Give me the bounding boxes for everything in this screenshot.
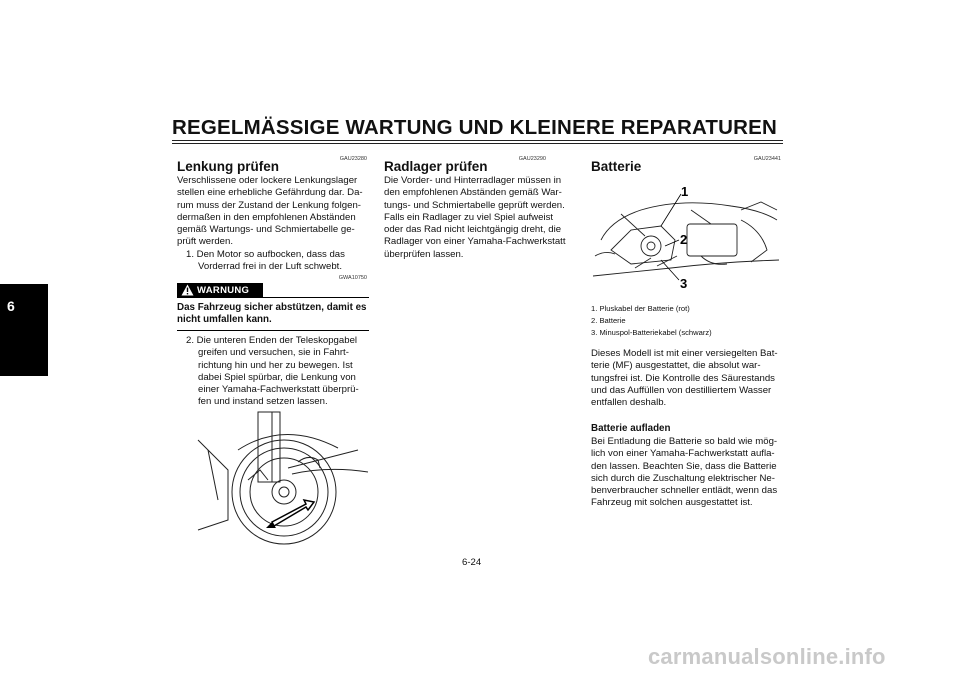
step-2: 2. Die unteren Enden der Teleskopgabel greifen und versuchen, sie in Fahrt- richtung hin und her zu bewegen. Ist dabei Spiel spürbar, die Lenkung von einer Yamaha-Fachwerkstatt überprü- fen und instand setzen lassen.: [186, 335, 359, 408]
section-code: GAU23280: [339, 156, 367, 162]
wheel-bearing-paragraph: Die Vorder- und Hinterradlager müssen in den empfohlenen Abständen gemäß War- tungs- und Schmiertabelle geprüft werden. Falls ein Radlager zu viel Spiel aufweist oder das Rad nicht leichtgängig dreht, die Radlager von einer Yamaha-Fachwerkstatt überprüfen lassen.: [384, 175, 566, 260]
charging-paragraph: Bei Entladung die Batterie so bald wie mög- lich von einer Yamaha-Fachwerkstatt aufla- den lassen. Beachten Sie, dass die Batterie sich durch die Zuschaltung elektrischer Ne- benverbraucher schneller entlädt, wenn das Fahrzeug mit solchen ausgestattet ist.: [591, 436, 778, 509]
warning-banner: [177, 283, 369, 298]
watermark: carmanualsonline.info: [648, 644, 886, 669]
intro-paragraph: Verschlissene oder lockere Lenkungslager stellen eine erhebliche Gefährdung dar. Da- rum muss der Zustand der Lenkung folgen- dermaßen in den empfohlenen Abständen gemäß Wartungs- und Schmiertabelle ge- prüft werden.: [177, 175, 363, 248]
step-1: 1. Den Motor so aufbocken, dass das Vorderrad frei in der Luft schwebt.: [186, 249, 345, 273]
warning-text: Das Fahrzeug sicher abstützen, damit es nicht umfallen kann.: [177, 302, 367, 326]
figure-label-1: 1: [681, 184, 689, 199]
battery-paragraph: Dieses Modell ist mit einer versiegelten Bat- terie (MF) ausgestattet, die absolut war- tungsfrei ist. Die Kontrolle des Säurestands und das Auffüllen von destilliertem Wasser entfallen deshalb.: [591, 348, 778, 409]
warning-code: GWA10750: [338, 275, 367, 281]
warning-rule: [177, 330, 369, 331]
section-heading: Batterie: [591, 159, 642, 174]
page-title: REGELMÄSSIGE WARTUNG UND KLEINERE REPARATUREN: [172, 116, 778, 139]
section-code: GAU23441: [753, 156, 781, 162]
section-code: GAU23290: [518, 156, 546, 162]
title-rule: [172, 140, 783, 141]
section-heading: Lenkung prüfen: [177, 159, 279, 174]
chapter-tab: 6: [0, 284, 48, 376]
figure-label-2: 2: [680, 232, 688, 247]
subheading: Batterie aufladen: [591, 423, 671, 434]
warning-icon: [181, 284, 194, 296]
section-heading: Radlager prüfen: [384, 159, 488, 174]
figure-captions: 1. Pluskabel der Batterie (rot) 2. Batterie 3. Minuspol-Batteriekabel (schwarz): [591, 304, 712, 337]
figure-label-3: 3: [680, 276, 688, 291]
title-rule-2: [172, 143, 783, 144]
battery-location-illustration: [591, 180, 781, 298]
page-number: 6-24: [462, 557, 482, 568]
fork-check-illustration: [188, 410, 370, 546]
warning-label: WARNUNG: [197, 285, 250, 296]
